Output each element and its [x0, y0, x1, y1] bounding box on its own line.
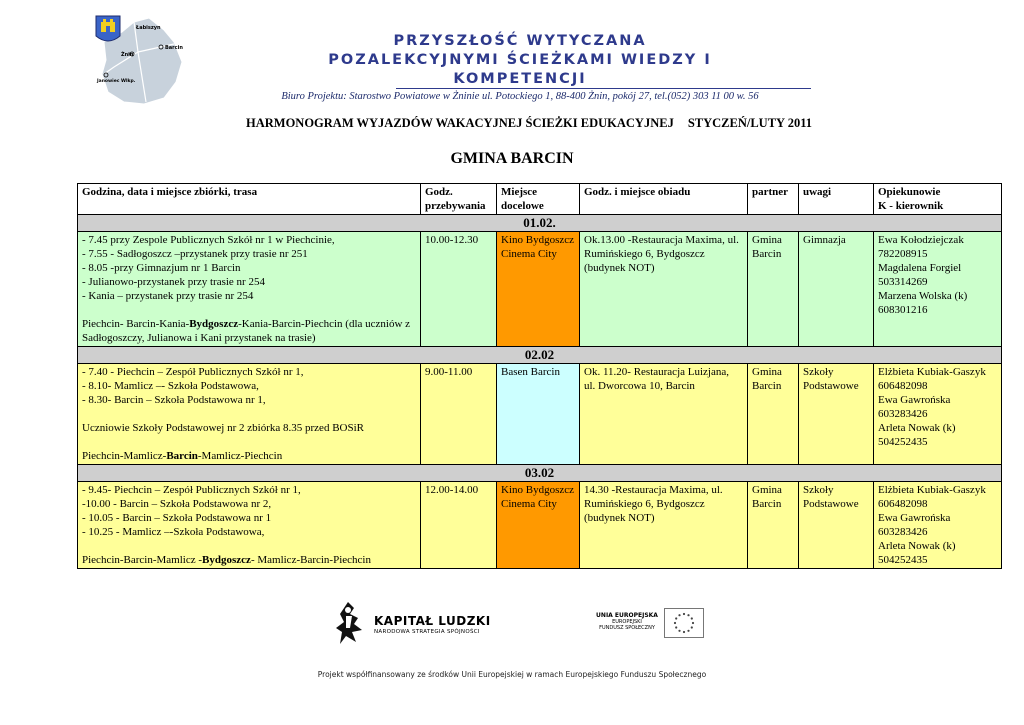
project-title-line1: PRZYSZŁOŚĆ WYTYCZANA — [393, 33, 647, 49]
eu-flag-icon — [664, 608, 704, 638]
trip-notes: Gimnazja — [799, 232, 874, 347]
table-row — [78, 232, 1002, 347]
date-row — [78, 465, 1002, 482]
map-label-janowiec: Janowiec Wlkp. — [97, 79, 136, 84]
trip-lunch: Ok.13.00 -Restauracja Maxima, ul. Rumińskiego 6, Bydgoszcz (budynek NOT) — [580, 232, 748, 347]
col-trasa: Godzina, data i miejsce zbiórki, trasa — [78, 184, 421, 215]
trip-hours: 9.00-11.00 — [421, 364, 497, 465]
kapital-ludzki-logo — [334, 600, 491, 651]
table-row — [78, 482, 1002, 569]
district-map — [94, 12, 186, 108]
project-header — [260, 32, 780, 102]
project-title-line2: POZALEKCYJNYMI ŚCIEŻKAMI WIEDZY I KOMPETENCJI — [328, 52, 712, 87]
coat-of-arms-icon — [96, 16, 120, 41]
project-office-address: Biuro Projektu: Starostwo Powiatowe w Żninie ul. Potockiego 1, 88-400 Żnin, pokój 27, tel.(052) 303 11 00 w. 56 — [281, 91, 759, 102]
eu-line1: UNIA EUROPEJSKA — [596, 612, 658, 619]
kl-title: KAPITAŁ LUDZKI — [374, 614, 491, 628]
eu-line2: EUROPEJSKI — [612, 619, 642, 625]
trip-meeting-note: Uczniowie Szkoły Podstawowej nr 2 zbiórka 8.35 przed BOSiR — [82, 422, 364, 434]
col-miejsce: Miejsce docelowe — [497, 184, 580, 215]
schedule-subtitle — [246, 116, 812, 131]
col-godz: Godz. przebywania — [421, 184, 497, 215]
map-label-znin: Żnin — [121, 52, 134, 58]
trip-route: - 7.40 - Piechcin – Zespół Publicznych Szkół nr 1, - 8.10- Mamlicz –- Szkoła Podstawowa, - 8.30- Barcin – Szkoła Podstawowa nr 1, Uczniowie Szkoły Podstawowej nr 2 zbiórka 8.35 przed BOSiR Piechcin-Mamlicz-Barcin-Mamlicz-Piechcin — [78, 364, 421, 465]
trip-guardians: Elżbieta Kubiak-Gaszyk 606482098 Ewa Gawrońska 603283426 Arleta Nowak (k) 504252435 — [874, 364, 1002, 465]
eu-line3: FUNDUSZ SPOŁECZNY — [599, 625, 655, 631]
date-row — [78, 347, 1002, 364]
col-obiad: Godz. i miejsce obiadu — [580, 184, 748, 215]
col-partner: partner — [748, 184, 799, 215]
trip-destination: Kino Bydgoszcz Cinema City — [497, 232, 580, 347]
trip-lunch: Ok. 11.20- Restauracja Luizjana, ul. Dworcowa 10, Barcin — [580, 364, 748, 465]
trip-destination: Basen Barcin — [497, 364, 580, 465]
col-uwagi: uwagi — [799, 184, 874, 215]
route-summary: Piechcin-Mamlicz-Barcin-Mamlicz-Piechcin — [82, 450, 283, 462]
col-opiekunowie: Opiekunowie K - kierownik — [874, 184, 1002, 215]
date-row — [78, 215, 1002, 232]
eu-logo — [594, 612, 660, 631]
header-divider — [396, 88, 811, 89]
subtitle-period: STYCZEŃ/LUTY 2011 — [687, 116, 813, 130]
trip-hours: 10.00-12.30 — [421, 232, 497, 347]
map-label-labiszyn: Łabiszyn — [136, 25, 161, 31]
table-row — [78, 364, 1002, 465]
trip-destination: Kino Bydgoszcz Cinema City — [497, 482, 580, 569]
trip-date: 02.02 — [78, 347, 1002, 364]
trip-route: - 9.45- Piechcin – Zespół Publicznych Szkół nr 1, -10.00 - Barcin – Szkoła Podstawowa nr 2, - 10.05 - Barcin – Szkoła Podstawowa nr 1 - 10.25 - Mamlicz –-Szkoła Podstawowa, Piechcin-Barcin-Mamlicz -Bydgoszcz- Mamlicz-Barcin-Piechcin — [78, 482, 421, 569]
kapital-ludzki-icon — [334, 600, 370, 646]
trip-date: 01.02. — [78, 215, 1002, 232]
map-label-barcin: Barcin — [165, 45, 183, 51]
trip-lunch: 14.30 -Restauracja Maxima, ul. Rumińskiego 6, Bydgoszcz (budynek NOT) — [580, 482, 748, 569]
trip-route: - 7.45 przy Zespole Publicznych Szkół nr 1 w Piechcinie, - 7.55 - Sadłogoszcz –przystanek przy trasie nr 251 - 8.05 -przy Gimnazjum nr 1 Barcin - Julianowo-przystanek przy trasie nr 254 - Kania – przystanek przy trasie nr 254 Piechcin- Barcin-Kania-Bydgoszcz-Kania-Barcin-Piechcin (dla uczniów z Sadłogoszczy, Julianowa i Kani przystanek na trasie) — [78, 232, 421, 347]
trip-notes: Szkoły Podstawowe — [799, 482, 874, 569]
kl-subtitle: NARODOWA STRATEGIA SPÓJNOŚCI — [374, 629, 480, 635]
trip-partner: Gmina Barcin — [748, 364, 799, 465]
trip-guardians: Elżbieta Kubiak-Gaszyk 606482098 Ewa Gawrońska 603283426 Arleta Nowak (k) 504252435 — [874, 482, 1002, 569]
table-header-row — [78, 184, 1002, 215]
trip-partner: Gmina Barcin — [748, 482, 799, 569]
route-summary: Piechcin-Barcin-Mamlicz -Bydgoszcz- Mamlicz-Barcin-Piechcin — [82, 554, 371, 566]
cofinancing-footer: Projekt współfinansowany ze środków Unii Europejskiej w ramach Europejskiego Funduszu Społecznego — [317, 670, 707, 679]
subtitle-left: HARMONOGRAM WYJAZDÓW WAKACYJNEJ ŚCIEŻKI EDUKACYJNEJ — [246, 116, 674, 130]
gmina-title: GMINA BARCIN — [450, 150, 574, 167]
trip-guardians: Ewa Kołodziejczak 782208915 Magdalena Forgiel 503314269 Marzena Wolska (k) 608301216 — [874, 232, 1002, 347]
trip-notes: Szkoły Podstawowe — [799, 364, 874, 465]
trip-partner: Gmina Barcin — [748, 232, 799, 347]
route-summary: Piechcin- Barcin-Kania-Bydgoszcz-Kania-Barcin-Piechcin (dla uczniów z Sadłogoszczy, Julianowa i Kani przystanek na trasie) — [82, 318, 411, 344]
trip-date: 03.02 — [78, 465, 1002, 482]
schedule-table — [77, 183, 1002, 569]
trip-hours: 12.00-14.00 — [421, 482, 497, 569]
